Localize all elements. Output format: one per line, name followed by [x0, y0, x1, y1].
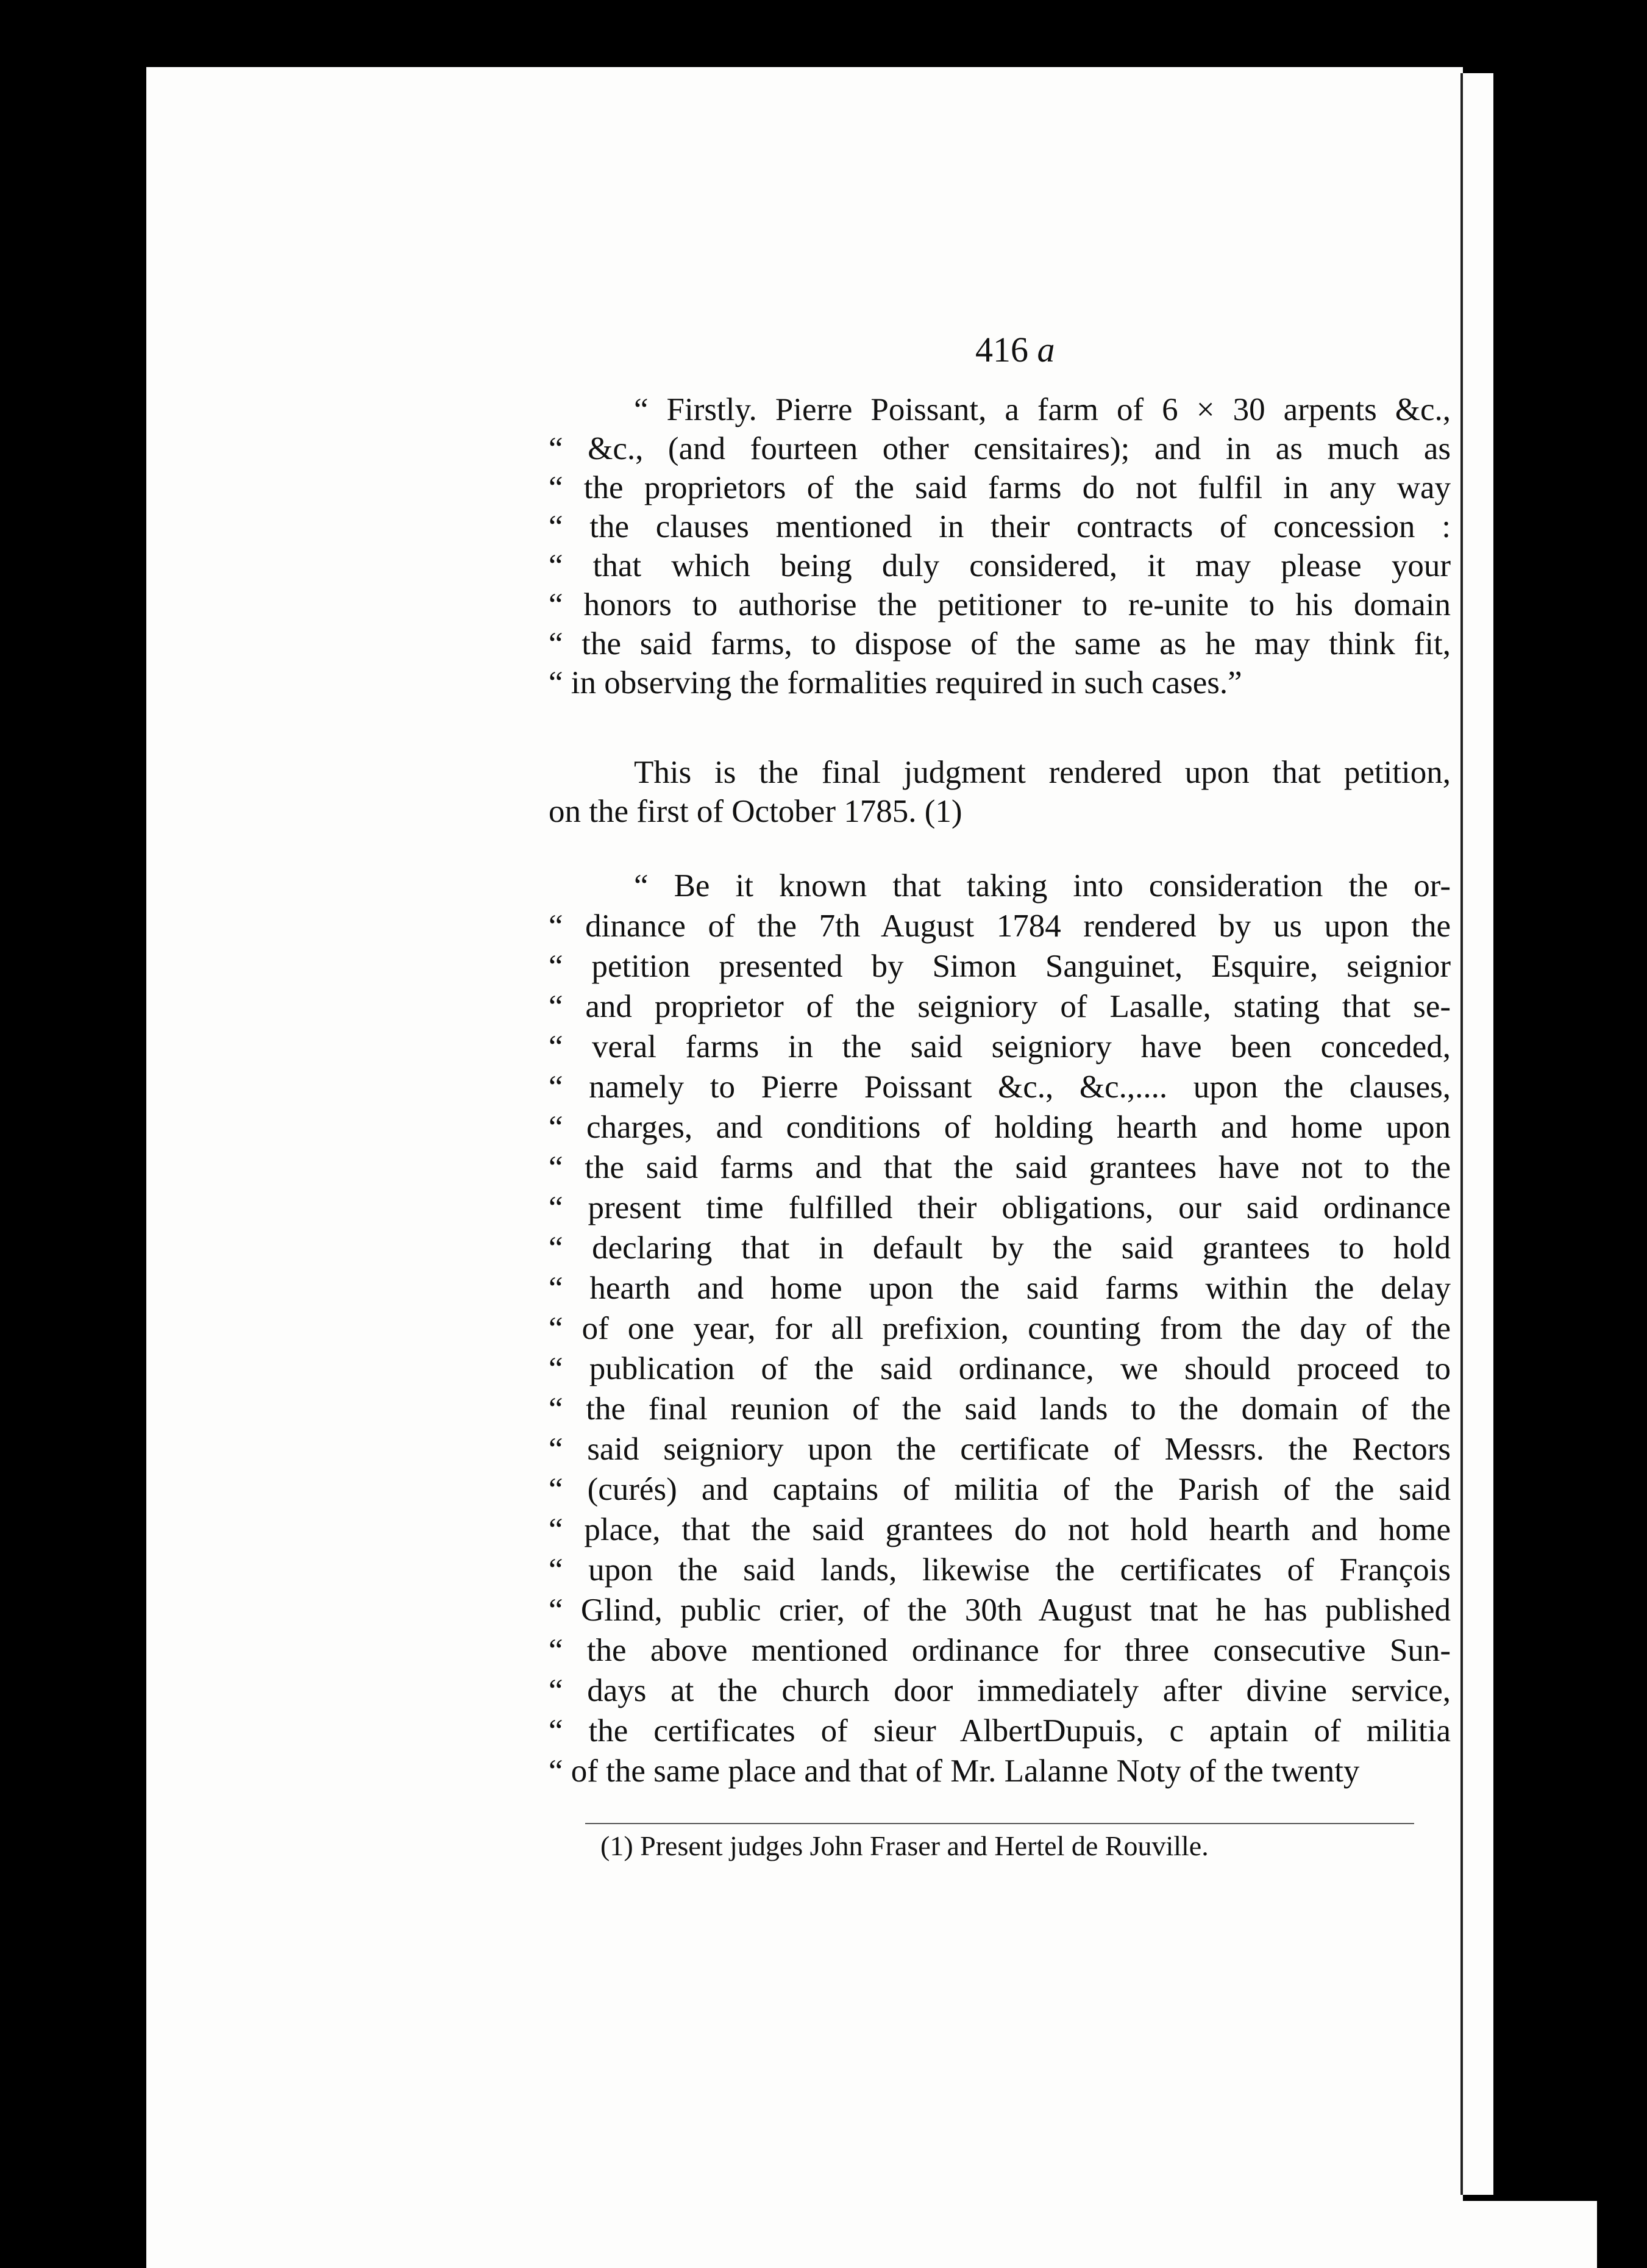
para3-line: “ hearth and home upon the said farms within the delay — [549, 1271, 1451, 1306]
para2-line: This is the final judgment rendered upon that petition, — [634, 755, 1451, 790]
page-number-digits: 416 — [975, 330, 1028, 369]
footnote: (1) Present judges John Fraser and Hertel de Rouville. — [600, 1830, 1209, 1861]
para1-line: “ honors to authorise the petitioner to re-unite to his domain — [549, 587, 1451, 622]
para3-line: “ dinance of the 7th August 1784 rendered by us upon the — [549, 908, 1451, 944]
para3-line: “ the said farms and that the said grantees have not to the — [549, 1150, 1451, 1185]
para1-line: “ the said farms, to dispose of the same as he may think fit, — [549, 626, 1451, 661]
para1-line: “ Firstly. Pierre Poissant, a farm of 6 × 30 arpents &c., — [634, 392, 1451, 427]
para1-line: “ that which being duly considered, it may please your — [549, 548, 1451, 583]
para1-line: “ in observing the formalities required in such cases.” — [549, 665, 1242, 701]
para1-line: “ the clauses mentioned in their contracts of concession : — [549, 509, 1451, 544]
para2-line: on the first of October 1785. (1) — [549, 794, 962, 829]
para3-line: “ veral farms in the said seigniory have been conceded, — [549, 1029, 1451, 1064]
para3-line: “ of the same place and that of Mr. Lalanne Noty of the twenty — [549, 1753, 1360, 1789]
para3-line: “ (curés) and captains of militia of the Parish of the said — [549, 1472, 1451, 1507]
para3-line: “ the certificates of sieur AlbertDupuis, c aptain of militia — [549, 1713, 1451, 1749]
judgment-intro-paragraph — [549, 753, 1451, 831]
para3-line: “ and proprietor of the seigniory of Lasalle, stating that se- — [549, 989, 1451, 1024]
para3-line: “ place, that the said grantees do not hold hearth and home — [549, 1512, 1451, 1547]
para3-line: “ charges, and conditions of holding hearth and home upon — [549, 1110, 1451, 1145]
page-number-suffix: a — [1037, 330, 1055, 369]
page-number — [975, 329, 1055, 370]
para3-line: “ days at the church door immediately after divine service, — [549, 1673, 1451, 1708]
para3-line: “ present time fulfilled their obligations, our said ordinance — [549, 1190, 1451, 1225]
footnote-rule — [585, 1823, 1414, 1824]
para3-line: “ of one year, for all prefixion, counting from the day of the — [549, 1311, 1451, 1346]
para3-line: “ Glind, public crier, of the 30th August tnat he has published — [549, 1592, 1451, 1628]
para3-line: “ petition presented by Simon Sanguinet, Esquire, seignior — [549, 949, 1451, 984]
para3-line: “ Be it known that taking into consideration the or- — [634, 868, 1451, 904]
scan-border-top — [146, 0, 1597, 67]
para3-line: “ namely to Pierre Poissant &c., &c.,.... upon the clauses, — [549, 1069, 1451, 1105]
para3-line: “ upon the said lands, likewise the certificates of François — [549, 1552, 1451, 1588]
para3-line: “ publication of the said ordinance, we should proceed to — [549, 1351, 1451, 1386]
para3-line: “ the above mentioned ordinance for three consecutive Sun- — [549, 1633, 1451, 1668]
para3-line: “ declaring that in default by the said grantees to hold — [549, 1230, 1451, 1266]
para3-line: “ said seigniory upon the certificate of Messrs. the Rectors — [549, 1432, 1451, 1467]
judgment-text-paragraph — [549, 866, 1451, 1791]
para1-line: “ the proprietors of the said farms do not fulfil in any way — [549, 470, 1451, 505]
para1-line: “ &c., (and fourteen other censitaires); and in as much as — [549, 431, 1451, 466]
adjacent-page-edge — [1460, 73, 1493, 2195]
quoted-petition-paragraph — [549, 390, 1451, 702]
para3-line: “ the final reunion of the said lands to the domain of the — [549, 1391, 1451, 1427]
